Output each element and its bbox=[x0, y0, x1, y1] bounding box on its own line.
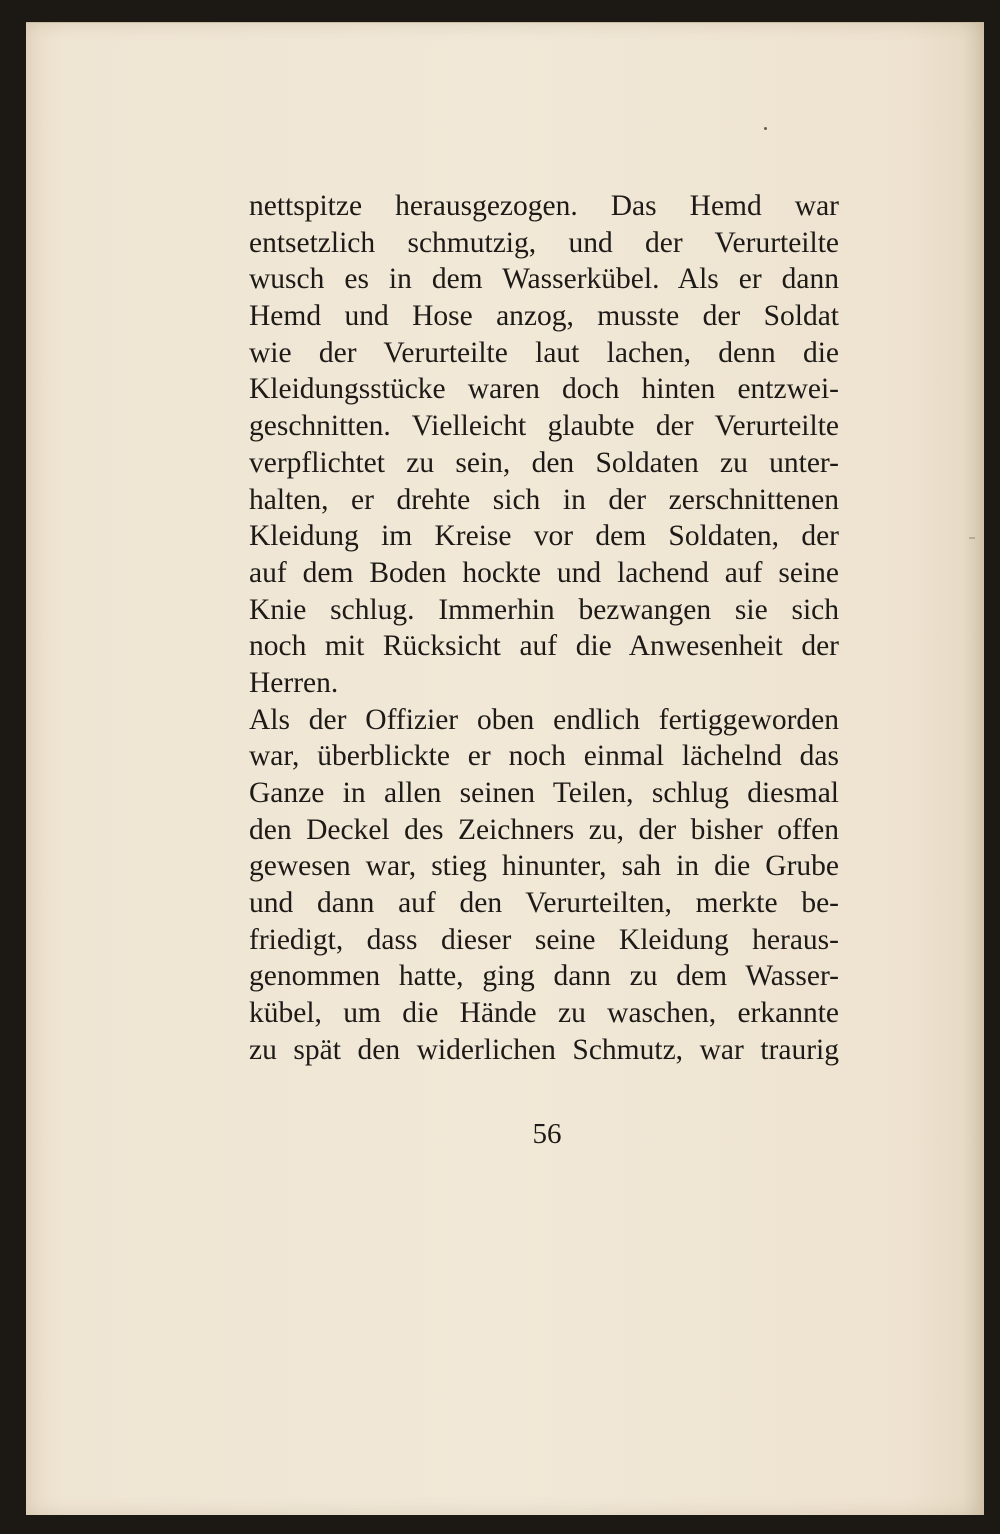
text-line: Herren. bbox=[249, 666, 339, 699]
text-line: auf dem Boden hockte und lachend auf seine bbox=[249, 556, 839, 589]
paragraph-1 bbox=[249, 188, 839, 702]
text-line: den Deckel des Zeichners zu, der bisher offen bbox=[249, 813, 839, 846]
text-line: kübel, um die Hände zu waschen, erkannte bbox=[249, 997, 839, 1030]
page-edge-shadow bbox=[962, 23, 984, 1515]
text-line: Kleidung im Kreise vor dem Soldaten, der bbox=[249, 520, 839, 553]
text-line: genommen hatte, ging dann zu dem Wasser- bbox=[249, 960, 839, 993]
text-line: nettspitze herausgezogen. Das Hemd war bbox=[249, 190, 839, 222]
text-line: halten, er drehte sich in der zerschnittenen bbox=[249, 483, 839, 516]
body-text bbox=[249, 188, 839, 1069]
text-line: und dann auf den Verurteilten, merkte be- bbox=[249, 887, 839, 920]
text-line: Ganze in allen seinen Teilen, schlug diesmal bbox=[249, 777, 839, 809]
text-line: noch mit Rücksicht auf die Anwesenheit der bbox=[249, 630, 839, 663]
text-line: wie der Verurteilte laut lachen, denn die bbox=[249, 336, 839, 369]
text-line: gewesen war, stieg hinunter, sah in die Grube bbox=[249, 850, 839, 883]
text-line: Kleidungsstücke waren doch hinten entzwei- bbox=[249, 373, 839, 406]
text-line: Knie schlug. Immerhin bezwangen sie sich bbox=[249, 593, 839, 626]
text-line: geschnitten. Vielleicht glaubte der Verurteilte bbox=[249, 410, 839, 443]
text-line: Als der Offizier oben endlich fertiggeworden bbox=[249, 703, 839, 736]
text-line: entsetzlich schmutzig, und der Verurteilte bbox=[249, 226, 839, 259]
text-line: verpflichtet zu sein, den Soldaten zu unter- bbox=[249, 446, 839, 479]
text-line: Hemd und Hose anzog, musste der Soldat bbox=[249, 300, 839, 333]
text-line: zu spät den widerlichen Schmutz, war traurig bbox=[249, 1033, 839, 1066]
page-number: 56 bbox=[532, 1118, 562, 1150]
paper-mark bbox=[969, 537, 975, 539]
text-line: war, überblickte er noch einmal lächelnd das bbox=[249, 740, 839, 773]
paragraph-2 bbox=[249, 702, 839, 1069]
text-line: friedigt, dass dieser seine Kleidung heraus- bbox=[249, 923, 839, 956]
text-line: wusch es in dem Wasserkübel. Als er dann bbox=[249, 263, 839, 296]
paper-speck bbox=[764, 127, 767, 130]
